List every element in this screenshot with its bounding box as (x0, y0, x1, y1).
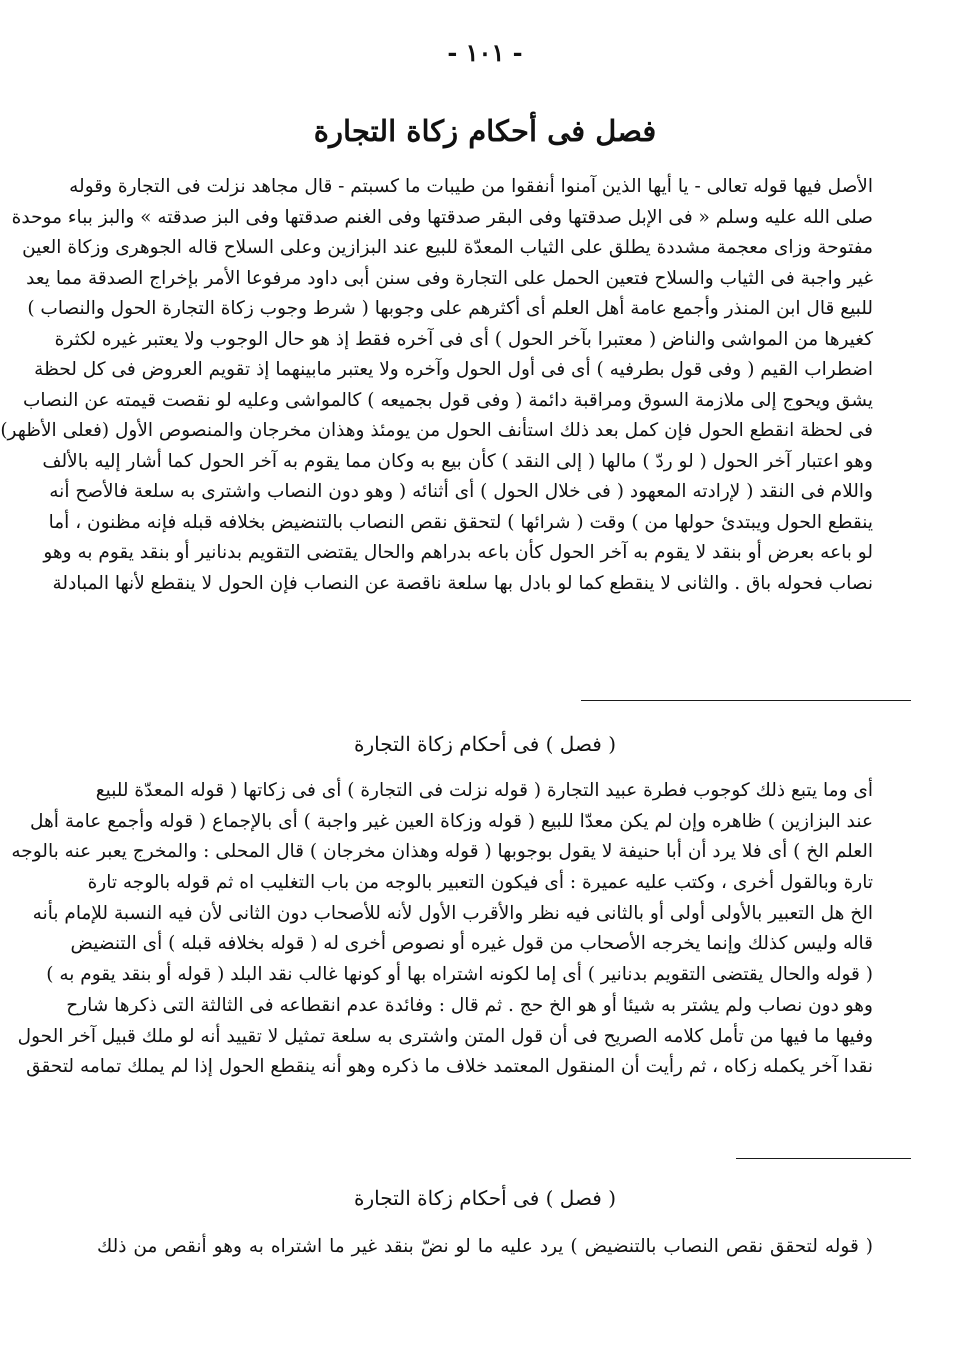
page-number: - ١٠١ - (447, 38, 523, 67)
main-text-line: واللام فى النقد ( لإرادته المعهود ( فى خلال الحول ) أى أثنائه ( وهو دون النصاب واشترى به سلعة فالأصح أنه (49, 481, 873, 502)
commentary-line: العلم الخ ) أى فلا يرد أن أبا حنيفة لا يقول بوجوبها ( قوله وهذان مخرجان ) قال المحلى : والمخرج يعبر عنه بالوجه (11, 841, 873, 863)
main-text-line: فى لحظة انقطع الحول فإن كمل بعد ذلك استأنف الحول من يومئذ وهذان مخرجان والمنصوص الأول (فعلى الأظهر) (0, 420, 873, 441)
commentary-line: تارة وبالقول أخرى ، وكتب عليه عميرة : أى فيكون التعبير بالوجه من باب التغليب اه ثم قوله بالوجه تارة (87, 872, 873, 894)
commentary-line: أى وما يتبع ذلك كوجوب فطرة عبيد التجارة ( قوله نزلت فى التجارة ) أى فى زكاتها ( قوله المعدّة للبيع (95, 780, 873, 801)
commentary-text-block (11, 776, 873, 1083)
second-commentary-text-block (97, 1232, 873, 1263)
main-text-line: كغيرها من المواشى والناض ( معتبرا بآخر الحول ) أى فى آخره فقط إذ هو حال الوجوب ولا يعتبر غيره لكثرة (54, 328, 873, 350)
main-text-line: ينقطع الحول ويبتدئ حولها من ) وقت ( شرائها ) لتحقق نقص النصاب بالتنضيض بخلافه قبله فإنه مظنون ، أما (48, 511, 873, 533)
main-text-line: مفتوحة وزاى معجمة مشددة يطلق على الثياب المعدّة للبيع عند البزازين وعلى السلاح قاله الجوهرى وزكاة العين (22, 237, 873, 258)
commentary-line: عند البزازين ) ظاهره وإن لم يكن معدّا للبيع ( قوله وزكاة العين غير واجبة ) أى بالإجماع ( قوله وأجمع عامة أهل (30, 810, 873, 832)
main-text-line: نصاب فحوله باق . والثانى لا ينقطع كما لو بادل بها سلعة ناقصة عن النصاب فإن الحول لا ينقطع لأنها المبادلة (52, 572, 873, 594)
footnote-divider (581, 700, 911, 701)
main-text-line: صلى الله عليه وسلم « فى الإبل صدقتها وفى البقر صدقتها وفى الغنم صدقتها وفى البز صدقته » والبز بباء موحدة (11, 206, 873, 228)
commentary-line: وهو دون نصاب ولم يشتر به شيئا أو هو الخ حج . ثم قال : وفائدة عدم انقطاعه فى الثالثة التى ذكرها شارح (66, 994, 873, 1016)
second-commentary-heading: ( فصل ) فى أحكام زكاة التجارة (353, 1186, 617, 1210)
main-text-line: للبيع قال ابن المنذر وأجمع عامة أهل العلم أى أكثرهم على وجوبها ( شرط وجوب زكاة التجارة الحول والنصاب ) (27, 298, 873, 319)
main-text-line: الأصل فيها قوله تعالى - يا أيها الذين آمنوا أنفقوا من طيبات ما كسبتم - قال مجاهد نزلت فى التجارة وقوله (69, 176, 873, 197)
main-text-line: يشق ويحوج إلى ملازمة السوق ومراقبة دائمة ( وفى قول بجميعه ) كالمواشى وعليه لو نقصت قيمته عن النصاب (22, 389, 873, 411)
commentary-line: الخ هل التعبير بالأولى أولى أو بالثانى فيه نظر والأقرب الأول لأنه للأصحاب دون الثانى لأن فيه النسبة للإمام بأنه (32, 902, 873, 924)
commentary-line: قاله وليس كذلك وإنما يخرجه الأصحاب من قول غيره أو نصوص أخرى له ( قوله بخلافه قبله ) أى التنضيض (70, 933, 873, 955)
chapter-title: فصل فى أحكام زكاة التجارة (313, 114, 657, 148)
main-text-block (0, 172, 873, 599)
commentary-line: ( قوله والحال يقتضى التقويم بدنانير ) أى إما لكونه اشتراه بها أو كونها غالب نقد البلد ( قوله أو بنقد يقوم به ) (46, 964, 873, 986)
main-text-line: اضطراب القيم ( وفى قول بطرفيه ) أى فى أول الحول وآخره ولا يعتبر مابينهما إذ تقويم العروض فى كل لحظة (34, 359, 873, 380)
document-page (1, 0, 969, 1371)
main-text-line: لو باعه بعرض أو بنقد لا يقوم به آخر الحول كأن باعه بدراهم والحال يقتضى التقويم بدنانير أو بنقد يقوم به وهو (43, 542, 873, 563)
commentary-line: وفيها ما فيها من تأمل كلامه الصريح فى أن قول المتن واشترى به سلعة تمثيل لا تقييد أنه لو ملك قبيل آخر الحول (17, 1025, 873, 1047)
commentary-divider (736, 1158, 911, 1159)
commentary-line: نقدا آخر يكمله زكاه ، ثم رأيت أن المنقول المعتمد خلاف ما ذكره وهو أنه ينقطع الحول إذا لم يملك تمامه لتحقق (26, 1056, 873, 1078)
main-text-line: وهو اعتبار آخر الحول ( لو ردّ ) مالها ( إلى النقد ) كأن بيع به وكان مما يقوم به آخر الحول كما أشار إليه بالألف (42, 450, 873, 472)
main-text-line: غير واجبة فى الثياب والسلاح فتعين الحمل على التجارة وفى سنن أبى داود مرفوعا الأمر بإخراج الصدقة مما يعد (26, 267, 873, 289)
commentary-line: ( قوله لتحقق نقص النصاب بالتنضيض ) يرد عليه ما لو نضّ بنقد غير ما اشتراه به وهو أنقص من ذلك (97, 1236, 873, 1257)
commentary-heading: ( فصل ) فى أحكام زكاة التجارة (353, 732, 617, 756)
